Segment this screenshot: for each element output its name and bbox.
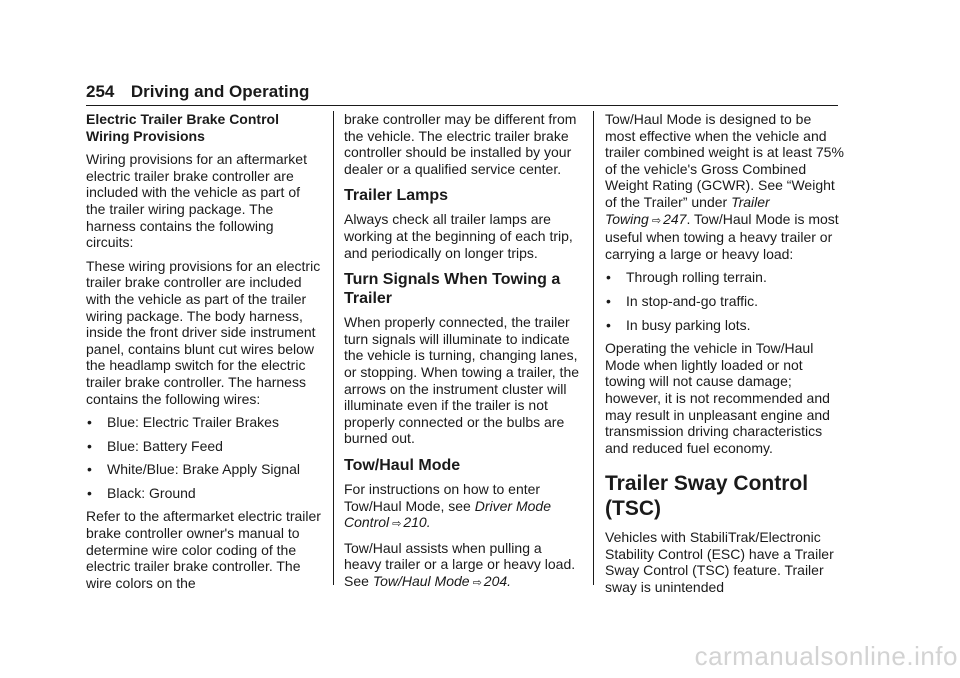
column-divider xyxy=(593,111,594,585)
page-arrow-icon: ⇨ xyxy=(651,214,662,227)
column-1 xyxy=(86,111,322,598)
xref-link[interactable]: Tow/Haul Mode xyxy=(372,572,470,589)
paragraph: Vehicles with StabiliTrak/Electronic Stability Control (ESC) have a Trailer Sway Control (TSC) feature. Trailer sway is unintended xyxy=(605,529,834,596)
page-arrow-icon: ⇨ xyxy=(472,576,482,589)
bullet-icon: • xyxy=(606,269,611,286)
paragraph: These wiring provisions for an electric trailer brake controller are included with the vehicle as part of the trailer wiring package. The body harness, inside the front driver side instrument panel, contains blunt cut wires below the headlamp switch for the electric trailer brake controller. The harness contains the following wires: xyxy=(86,257,321,407)
xref-page[interactable]: 247 xyxy=(663,210,687,227)
paragraph: Tow/Haul assists when pulling a heavy trailer or a large or heavy load. See Tow/Haul Mode ⇨ 204. xyxy=(344,539,576,589)
paragraph: Refer to the aftermarket electric trailer brake controller owner's manual to determine wire color coding of the electric trailer brake controller. The wire colors on the xyxy=(86,508,321,591)
paragraph: Operating the vehicle in Tow/Haul Mode when lightly loaded or not towing will not cause damage; however, it is not recommended and may result in unpleasant engine and transmission driving characteristics and reduced fuel economy. xyxy=(605,340,830,456)
bullet-icon: • xyxy=(87,437,92,454)
column-2 xyxy=(344,111,582,598)
bullet-icon: • xyxy=(87,461,92,478)
bullet-icon: • xyxy=(87,414,92,431)
heading-trailer-lamps: Trailer Lamps xyxy=(344,187,449,205)
xref-link[interactable]: Driver Mode Control xyxy=(344,497,551,531)
xref-link[interactable]: Trailer Towing xyxy=(605,193,770,227)
list-item: • Through rolling terrain. xyxy=(606,269,767,286)
xref-page[interactable]: 210 xyxy=(403,514,427,531)
heading-tow-haul-mode: Tow/Haul Mode xyxy=(344,456,461,474)
list-item: • Blue: Battery Feed xyxy=(87,437,223,454)
bullet-icon: • xyxy=(606,292,611,309)
column-divider xyxy=(333,111,334,585)
list-item: • White/Blue: Brake Apply Signal xyxy=(87,461,300,478)
watermark-logo: carmanualsonline.info xyxy=(694,641,958,671)
paragraph: brake controller may be different from the vehicle. The electric trailer brake controller should be installed by your dealer or a qualified service center. xyxy=(344,111,577,177)
list-item: • In busy parking lots. xyxy=(606,316,751,333)
paragraph: Tow/Haul Mode is designed to be most effective when the vehicle and trailer combined weight is at least 75% of the vehicle's Gross Combined Weight Rating (GCWR). See “Weight of the Trailer” under Trailer Towing ⇨ 247. Tow/Haul Mode is most useful when towing a heavy trailer or carrying a large or heavy load: xyxy=(605,111,844,262)
column-3 xyxy=(605,111,845,603)
heading-turn-signals: Turn Signals When Towing a Trailer xyxy=(344,271,561,308)
paragraph: When properly connected, the trailer turn signals will illuminate to indicate the vehicle is turning, changing lanes, or stopping. When towing a trailer, the arrows on the instrument cluster will illuminate even if the trailer is not properly connected or the bulbs are burned out. xyxy=(344,314,580,447)
paragraph: Always check all trailer lamps are working at the beginning of each trip, and periodically on longer trips. xyxy=(344,211,573,261)
bullet-icon: • xyxy=(606,316,611,333)
list-item: • Blue: Electric Trailer Brakes xyxy=(87,414,279,431)
page-header xyxy=(86,82,838,106)
list-item: • Black: Ground xyxy=(87,484,196,501)
list-item: • In stop-and-go traffic. xyxy=(606,292,759,309)
paragraph: Wiring provisions for an aftermarket electric trailer brake controller are included with the vehicle as part of the trailer wiring package. The harness contains the following circuits: xyxy=(86,151,307,251)
bullet-icon: • xyxy=(87,484,92,501)
page-arrow-icon: ⇨ xyxy=(392,518,402,531)
page-number: 254 xyxy=(86,82,115,101)
xref-page[interactable]: 204 xyxy=(483,572,508,589)
section-title: Driving and Operating xyxy=(130,82,310,101)
heading-trailer-sway-control: Trailer Sway Control (TSC) xyxy=(605,472,809,521)
subheading-wiring-provisions: Electric Trailer Brake Control Wiring Provisions xyxy=(86,111,279,144)
paragraph: For instructions on how to enter Tow/Haul Mode, see Driver Mode Control ⇨ 210. xyxy=(344,480,551,531)
